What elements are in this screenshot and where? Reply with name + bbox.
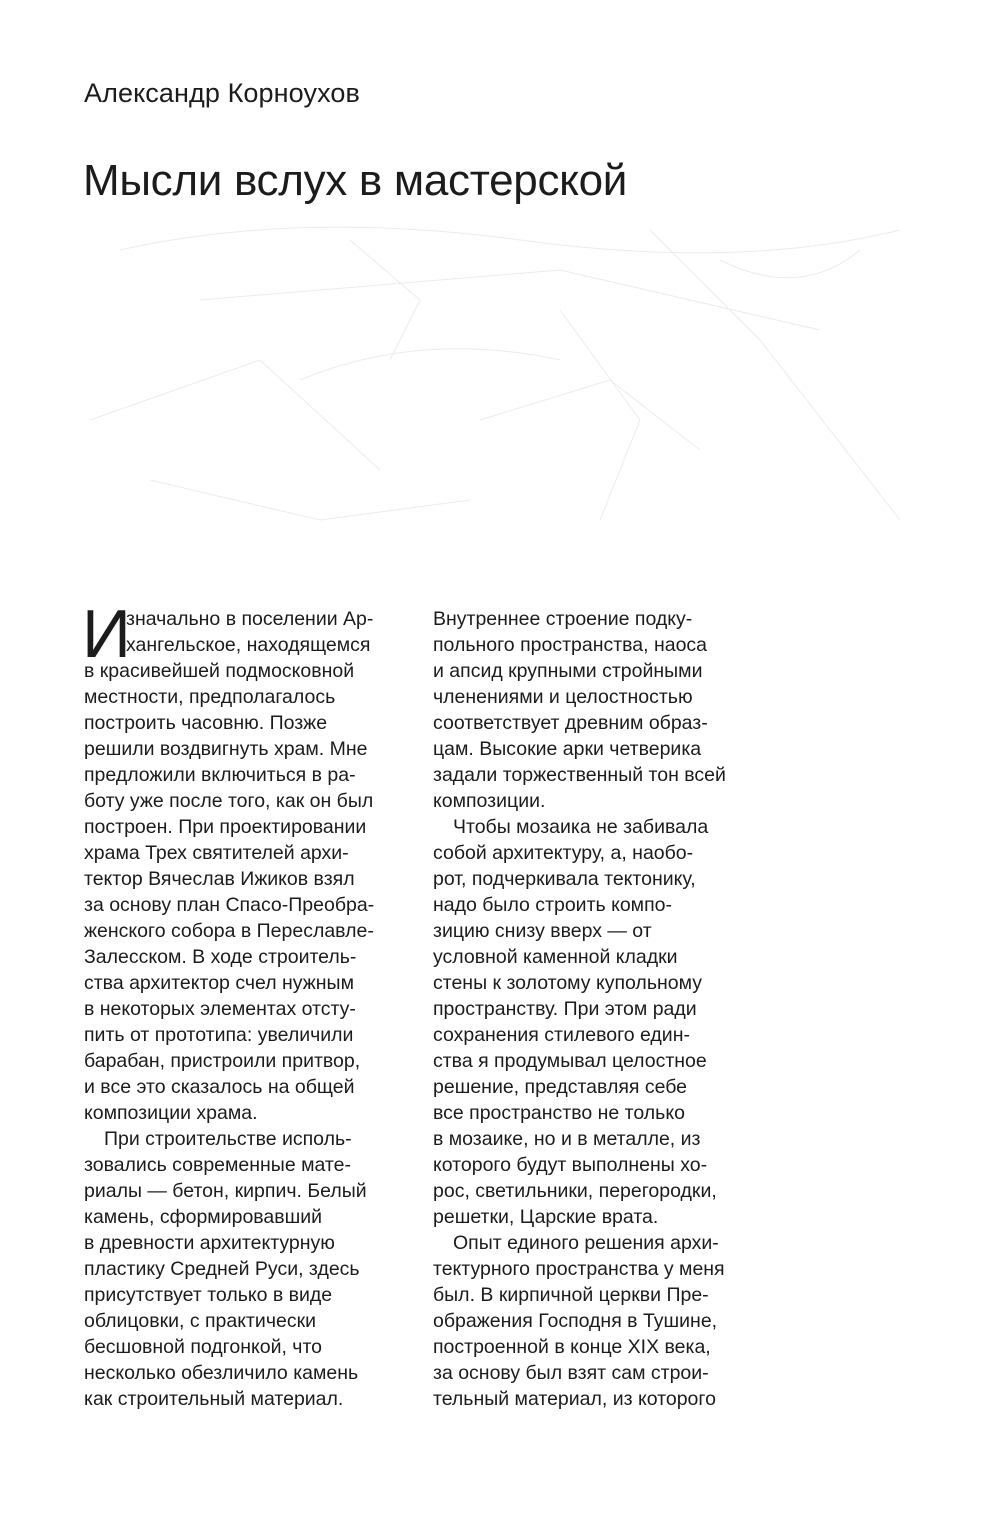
text-line: значально в поселении Ар- <box>126 608 374 630</box>
text-line: рос, светильники, перегородки, <box>433 1180 717 1202</box>
text-line: тектор Вячеслав Ижиков взял <box>84 868 355 890</box>
text-line: рот, подчеркивала тектонику, <box>433 868 696 890</box>
text-line: присутствует только в виде <box>84 1284 333 1306</box>
text-line: Опыт единого решения архи- <box>453 1232 719 1254</box>
text-line: ображения Господня в Тушине, <box>433 1310 718 1332</box>
text-line: решение, представляя себе <box>433 1076 688 1098</box>
text-line: в красивейшей подмосковной <box>84 660 355 682</box>
text-line: задали торжественный тон всей <box>433 764 726 786</box>
text-line: построен. При проектировании <box>84 816 367 838</box>
text-line: пить от прототипа: увеличили <box>84 1024 354 1046</box>
text-line: зицию снизу вверх — от <box>433 920 652 942</box>
left-text-column <box>82 596 394 1412</box>
text-line: членениями и целостностью <box>433 686 693 708</box>
text-line: все пространство не только <box>433 1102 685 1124</box>
text-line: ства архитектор счел нужным <box>84 972 354 994</box>
text-line: местности, предполагалось <box>84 686 336 708</box>
text-line: боту уже после того, как он был <box>84 790 374 812</box>
text-line: женского собора в Переславле- <box>84 920 374 942</box>
text-line: в мозаике, но и в металле, из <box>433 1128 701 1150</box>
text-line: был. В кирпичной церкви Пре- <box>433 1284 709 1306</box>
text-line: в некоторых элементах отсту- <box>84 998 356 1020</box>
text-line: стены к золотому купольному <box>433 972 702 994</box>
text-line: Чтобы мозаика не забивала <box>453 816 709 838</box>
right-text-column <box>433 606 743 1412</box>
text-line: построить часовню. Позже <box>84 712 328 734</box>
text-line: за основу был взят сам строи- <box>433 1362 709 1384</box>
text-line: несколько обезличило камень <box>84 1362 359 1384</box>
text-line: польного пространства, наоса <box>433 634 708 656</box>
text-line: облицовки, с практически <box>84 1310 316 1332</box>
text-line: Залесском. В ходе строитель- <box>84 946 357 968</box>
text-line: тельный материал, из которого <box>433 1388 716 1410</box>
text-line: храма Трех святителей архи- <box>84 842 349 864</box>
text-line: как строительный материал. <box>84 1388 344 1410</box>
text-line: зовались современные мате- <box>84 1154 351 1176</box>
text-line: барабан, пристроили притвор, <box>84 1050 361 1072</box>
text-line: композиции. <box>433 790 546 812</box>
article-title: Мысли вслух в мастерской <box>83 156 628 205</box>
text-line: и все это сказалось на общей <box>84 1076 355 1098</box>
text-line: соответствует древним образ- <box>433 712 708 734</box>
text-line: ства я продумывал целостное <box>433 1050 707 1072</box>
text-line: и апсид крупными стройными <box>433 660 703 682</box>
text-line: пространству. При этом ради <box>433 998 697 1020</box>
text-line: тектурного пространства у меня <box>433 1258 725 1280</box>
text-line: хангельское, находящемся <box>126 634 371 656</box>
author-name: Александр Корноухов <box>84 78 360 108</box>
text-line: построенной в конце XIX века, <box>433 1336 711 1358</box>
text-line: в древности архитектурную <box>84 1232 335 1254</box>
text-line: композиции храма. <box>84 1102 258 1124</box>
text-line: камень, сформировавший <box>84 1206 323 1228</box>
text-line: При строительстве исполь- <box>104 1128 352 1150</box>
text-line: решили воздвигнуть храм. Мне <box>84 738 368 760</box>
text-line: бесшовной подгонкой, что <box>84 1336 323 1358</box>
text-line: решетки, Царские врата. <box>433 1206 659 1228</box>
drop-cap: И <box>82 596 131 672</box>
text-line: предложили включиться в ра- <box>84 764 356 786</box>
text-line: сохранения стилевого един- <box>433 1024 690 1046</box>
text-line: пластику Средней Руси, здесь <box>84 1258 360 1280</box>
text-line: за основу план Спасо-Преобра- <box>84 894 375 916</box>
text-line: цам. Высокие арки четверика <box>433 738 702 760</box>
text-line: надо было строить компо- <box>433 894 672 916</box>
text-line: собой архитектуру, а, наобо- <box>433 842 694 864</box>
text-line: риалы — бетон, кирпич. Белый <box>84 1180 367 1202</box>
text-line: которого будут выполнены хо- <box>433 1154 708 1176</box>
text-line: условной каменной кладки <box>433 946 678 968</box>
text-line: Внутреннее строение подку- <box>433 608 693 630</box>
